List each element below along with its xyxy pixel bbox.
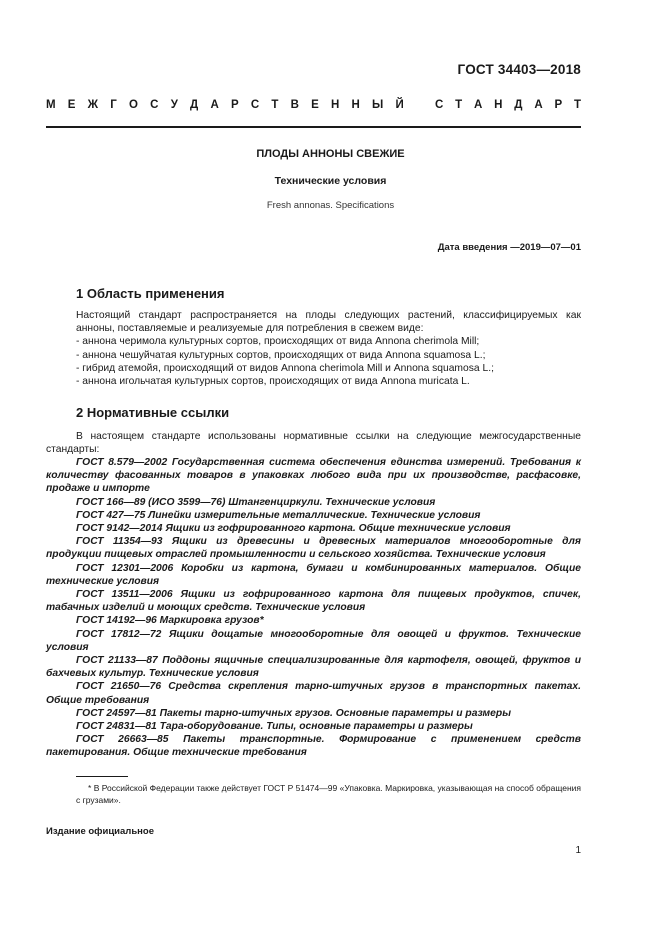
banner-letter: С — [435, 99, 444, 111]
banner-letter: Т — [455, 99, 463, 111]
document-title: ПЛОДЫ АННОНЫ СВЕЖИЕ — [256, 148, 405, 160]
section-1-body — [76, 309, 581, 388]
banner-letter: В — [290, 99, 299, 111]
banner-letter: Н — [351, 99, 360, 111]
paragraph-line: В настоящем стандарте использованы нормативные ссылки на следующие межгосударственные — [76, 431, 581, 442]
footnote-rule — [76, 776, 128, 777]
references-list — [46, 456, 581, 760]
document-subtitle: Технические условия — [274, 175, 387, 187]
banner-letter: М — [46, 99, 56, 111]
banner-letter: С — [150, 99, 159, 111]
page-number: 1 — [575, 845, 581, 856]
list-item: - аннона чешуйчатая культурных сортов, происходящих от вида Annona squamosa L.; — [76, 349, 486, 361]
list-item: - гибрид атемойя, происходящий от видов Annona cherimola Mill и Annona squamosa L.; — [76, 362, 494, 374]
banner-letter: А — [210, 99, 219, 111]
banner-letter: Д — [514, 99, 523, 111]
interstate-word — [46, 99, 404, 111]
header-rule — [46, 126, 581, 128]
banner-letter: Г — [110, 99, 117, 111]
reference-item: ГОСТ 427—75 Линейки измерительные металлические. Технические условия — [76, 509, 481, 521]
standard-code: ГОСТ 34403—2018 — [457, 62, 581, 77]
interstate-standard-banner — [46, 99, 581, 111]
section-2-heading: 2 Нормативные ссылки — [76, 405, 230, 420]
list-item: - аннона черимола культурных сортов, происходящих от вида Annona cherimola Mill; — [76, 336, 480, 348]
introduction-date: Дата введения —2019—07—01 — [437, 242, 581, 253]
banner-letter: Н — [494, 99, 503, 111]
banner-letter: О — [129, 99, 138, 111]
standard-word — [435, 99, 581, 111]
section-2-intro — [46, 430, 581, 456]
footnote — [76, 782, 581, 806]
banner-letter: Ы — [372, 99, 384, 111]
banner-letter: Т — [271, 99, 279, 111]
banner-letter: Е — [67, 99, 76, 111]
edition-label: Издание официальное — [46, 826, 154, 837]
reference-item: ГОСТ 24597—81 Пакеты тарно-штучных грузов. Основные параметры и размеры — [76, 707, 511, 719]
reference-item: ГОСТ 17812—72 Ящики дощатые многооборотные для овощей и фруктов. Технические условия — [46, 628, 581, 653]
english-title: Fresh annonas. Specifications — [266, 200, 395, 211]
reference-item: ГОСТ 11354—93 Ящики из древесины и древесных материалов многооборотные для продукции пищевых отраслей промышленности и сельского хозяйства. Технические условия — [46, 536, 581, 561]
reference-item: ГОСТ 21650—76 Средства скрепления тарно-штучных грузов в транспортных пакетах. Общие требования — [46, 681, 581, 706]
paragraph-line: стандарты: — [46, 444, 100, 456]
section-1-heading: 1 Область применения — [76, 286, 225, 301]
footnote-text: * В Российской Федерации также действует ГОСТ Р 51474—99 «Упаковка. Маркировка, указывающая на способ обращения с грузами». — [76, 783, 581, 805]
banner-letter: Д — [190, 99, 199, 111]
reference-item: ГОСТ 21133—87 Поддоны ящичные специализированные для картофеля, овощей, фруктов и бахчевых культур. Технические условия — [46, 655, 581, 680]
banner-letter: Й — [395, 99, 404, 111]
banner-letter: Н — [330, 99, 340, 111]
banner-letter: Ж — [87, 99, 99, 111]
reference-item: ГОСТ 13511—2006 Ящики из гофрированного картона для пищевых продуктов, спичек, табачных изделий и моющих средств. Технические условия — [46, 589, 581, 614]
reference-item: ГОСТ 12301—2006 Коробки из картона, бумаги и комбинированных материалов. Общие технические условия — [46, 562, 581, 587]
list-item: - аннона игольчатая культурных сортов, происходящих от вида Annona muricata L. — [76, 376, 470, 388]
reference-item: ГОСТ 8.579—2002 Государственная система обеспечения единства измерений. Требования к количеству фасованных товаров в упаковках любого вида при их производстве, расфасовке, продаже и импорте — [46, 457, 581, 495]
banner-letter: Е — [311, 99, 319, 111]
banner-letter: Р — [230, 99, 239, 111]
banner-letter: А — [474, 99, 483, 111]
reference-item: ГОСТ 166—89 (ИСО 3599—76) Штангенциркули. Технические условия — [76, 496, 436, 508]
paragraph-line: анноны, поставляемые и реализуемые для потребления в свежем виде: — [76, 323, 424, 335]
reference-item: ГОСТ 24831—81 Тара-оборудование. Типы, основные параметры и размеры — [76, 721, 473, 733]
reference-item: ГОСТ 26663—85 Пакеты транспортные. Формирование с применением средств пакетирования. Общие технические требования — [46, 734, 581, 759]
banner-letter: Р — [554, 99, 563, 111]
banner-letter: Т — [573, 99, 581, 111]
banner-letter: У — [170, 99, 178, 111]
banner-letter: С — [250, 99, 260, 111]
banner-letter: А — [534, 99, 543, 111]
reference-item: ГОСТ 14192—96 Маркировка грузов* — [76, 615, 264, 627]
paragraph-line: Настоящий стандарт распространяется на плоды следующих растений, классифицируемых как — [76, 310, 581, 321]
reference-item: ГОСТ 9142—2014 Ящики из гофрированного картона. Общие технические условия — [76, 523, 511, 535]
